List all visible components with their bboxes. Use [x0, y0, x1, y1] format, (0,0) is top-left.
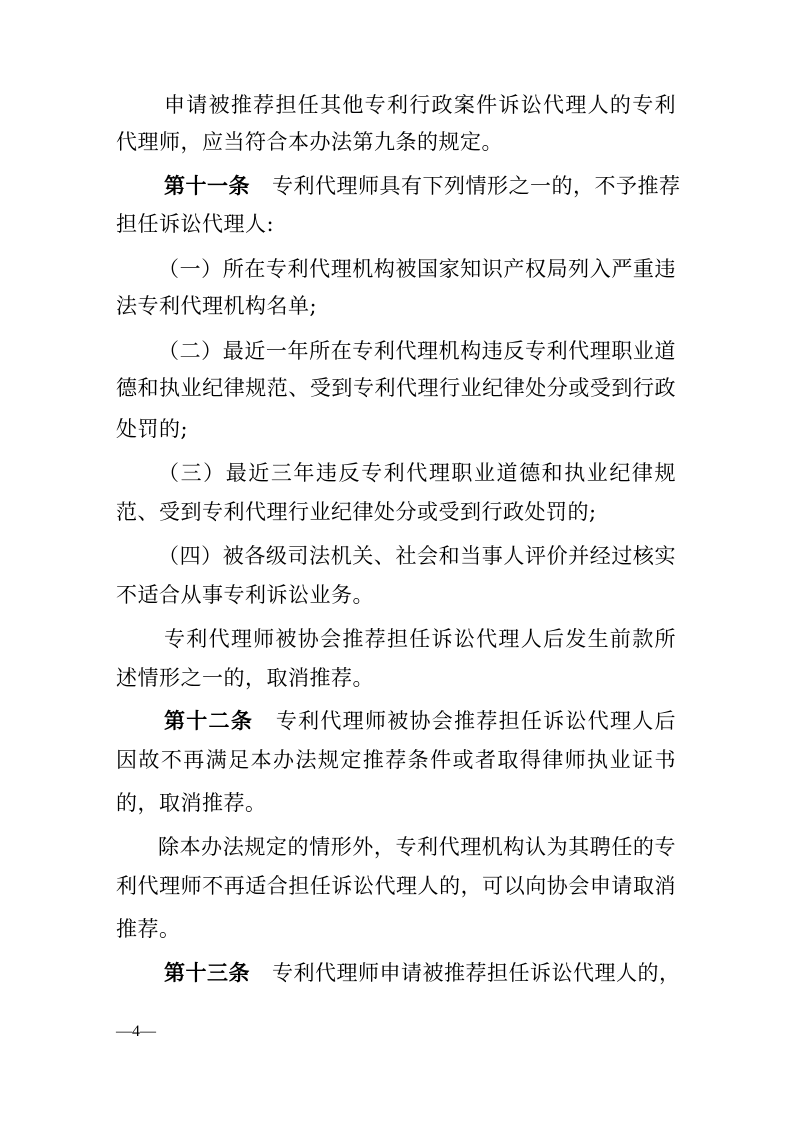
- list-item-line: （一）所在专利代理机构被国家知识产权局列入严重违: [158, 257, 676, 281]
- article-11-text: 专利代理师具有下列情形之一的，不予推荐: [272, 174, 681, 198]
- list-item-line: 范、受到专利代理行业纪律处分或受到行政处罚的;: [116, 500, 597, 524]
- paragraph-line: 除本办法规定的情形外，专利代理机构认为其聘任的专: [158, 835, 676, 859]
- page-number: —4—: [116, 1023, 156, 1040]
- paragraph-line: 因故不再满足本办法规定推荐条件或者取得律师执业证书: [116, 748, 676, 772]
- list-item-line: （四）被各级司法机关、社会和当事人评价并经过核实: [158, 544, 676, 568]
- list-item-line: 不适合从事专利诉讼业务。: [116, 583, 374, 607]
- article-13-line: [164, 958, 681, 988]
- paragraph-line: 述情形之一的，取消推荐。: [116, 666, 374, 690]
- list-item-line: 处罚的;: [116, 417, 189, 441]
- article-12-text: 专利代理师被协会推荐担任诉讼代理人后: [275, 709, 677, 733]
- article-11-title: 第十一条: [164, 174, 250, 198]
- article-12-title: 第十二条: [164, 709, 254, 733]
- list-item-line: 德和执业纪律规范、受到专利代理行业纪律处分或受到行政: [116, 376, 676, 400]
- list-item-line: （三）最近三年违反专利代理职业道德和执业纪律规: [158, 461, 676, 485]
- paragraph-line: 的，取消推荐。: [116, 791, 267, 815]
- paragraph-line: 专利代理师被协会推荐担任诉讼代理人后发生前款所: [164, 627, 676, 651]
- paragraph-line: 代理师，应当符合本办法第九条的规定。: [116, 130, 503, 154]
- paragraph-line: 推荐。: [116, 917, 181, 941]
- list-item-line: 法专利代理机构名单;: [116, 294, 318, 318]
- article-13-title: 第十三条: [164, 961, 250, 985]
- article-13-text: 专利代理师申请被推荐担任诉讼代理人的，: [272, 961, 681, 985]
- list-item-line: （二）最近一年所在专利代理机构违反专利代理职业道: [158, 339, 676, 363]
- paragraph-line: 申请被推荐担任其他专利行政案件诉讼代理人的专利: [164, 93, 676, 117]
- paragraph-line: 利代理师不再适合担任诉讼代理人的，可以向协会申请取消: [116, 874, 676, 898]
- article-11-line: [164, 171, 681, 201]
- article-12-line: [164, 706, 676, 736]
- paragraph-line: 担任诉讼代理人:: [116, 212, 275, 236]
